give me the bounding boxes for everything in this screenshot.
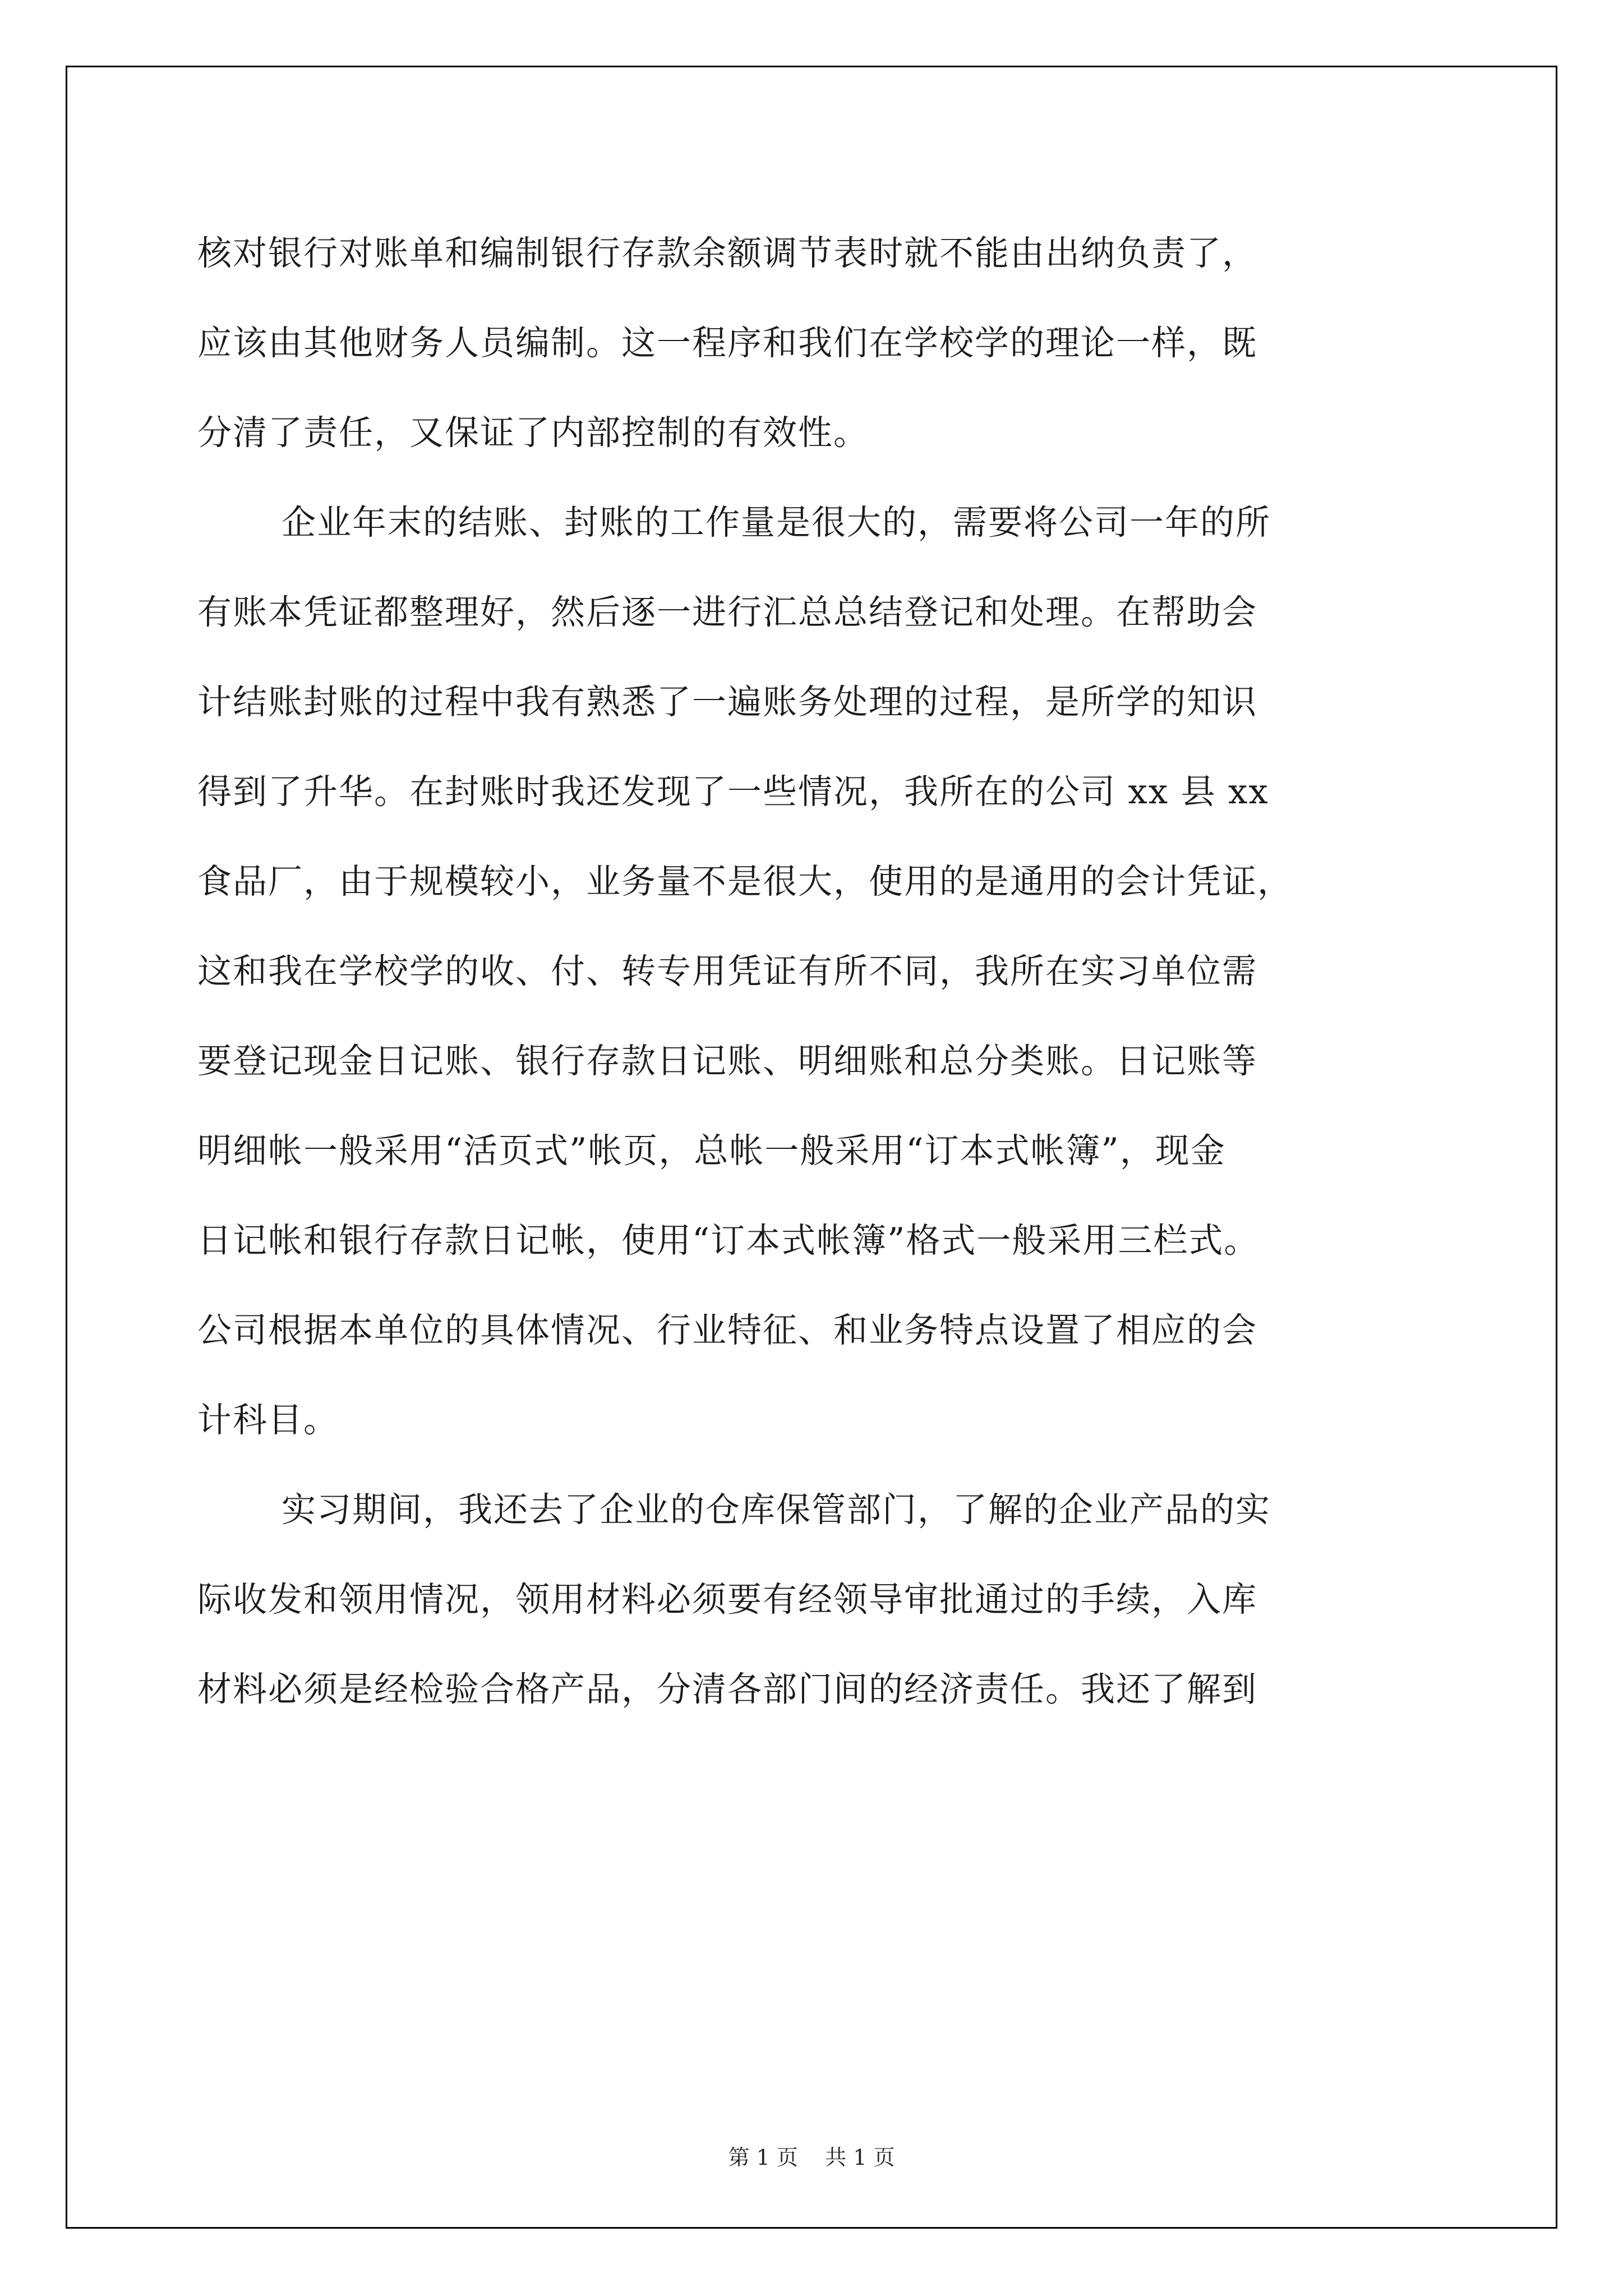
text-line-13: 公司根据本单位的具体情况、行业特征、和业务特点设置了相应的会 (197, 1310, 1258, 1350)
text-line-11: 明细帐一般采用“活页式”帐页，总帐一般采用“订本式帐簿”，现金 (197, 1131, 1226, 1171)
text-line-15: 实习期间，我还去了企业的仓库保管部门，了解的企业产品的实 (282, 1490, 1271, 1530)
text-line-8: 食品厂，由于规模较小，业务量不是很大，使用的是通用的会计凭证， (197, 862, 1293, 901)
text-line-5: 有账本凭证都整理好，然后逐一进行汇总总结登记和处理。在帮助会 (197, 592, 1258, 632)
text-line-16: 际收发和领用情况，领用材料必须要有经领导审批通过的手续，入库 (197, 1580, 1258, 1619)
text-line-6: 计结账封账的过程中我有熟悉了一遍账务处理的过程，是所学的知识 (197, 682, 1258, 722)
text-line-17: 材料必须是经检验合格产品，分清各部门间的经济责任。我还了解到 (197, 1669, 1258, 1709)
text-line-12: 日记帐和银行存款日记帐，使用“订本式帐簿”格式一般采用三栏式。 (197, 1221, 1260, 1260)
text-line-4: 企业年末的结账、封账的工作量是很大的，需要将公司一年的所 (282, 503, 1271, 542)
text-line-1: 核对银行对账单和编制银行存款余额调节表时就不能由出纳负责了， (197, 233, 1258, 273)
text-line-9: 这和我在学校学的收、付、转专用凭证有所不同，我所在实习单位需 (197, 951, 1258, 991)
page-number-footer: 第 1 页 共 1 页 (728, 2145, 895, 2170)
document-body (197, 209, 1442, 1734)
text-line-3: 分清了责任，又保证了内部控制的有效性。 (197, 413, 869, 453)
text-line-2: 应该由其他财务人员编制。这一程序和我们在学校学的理论一样，既 (197, 323, 1258, 363)
text-line-7: 得到了升华。在封账时我还发现了一些情况，我所在的公司 xx 县 xx (197, 772, 1269, 812)
text-line-14: 计科目。 (197, 1400, 339, 1440)
text-line-10: 要登记现金日记账、银行存款日记账、明细账和总分类账。日记账等 (197, 1041, 1258, 1081)
